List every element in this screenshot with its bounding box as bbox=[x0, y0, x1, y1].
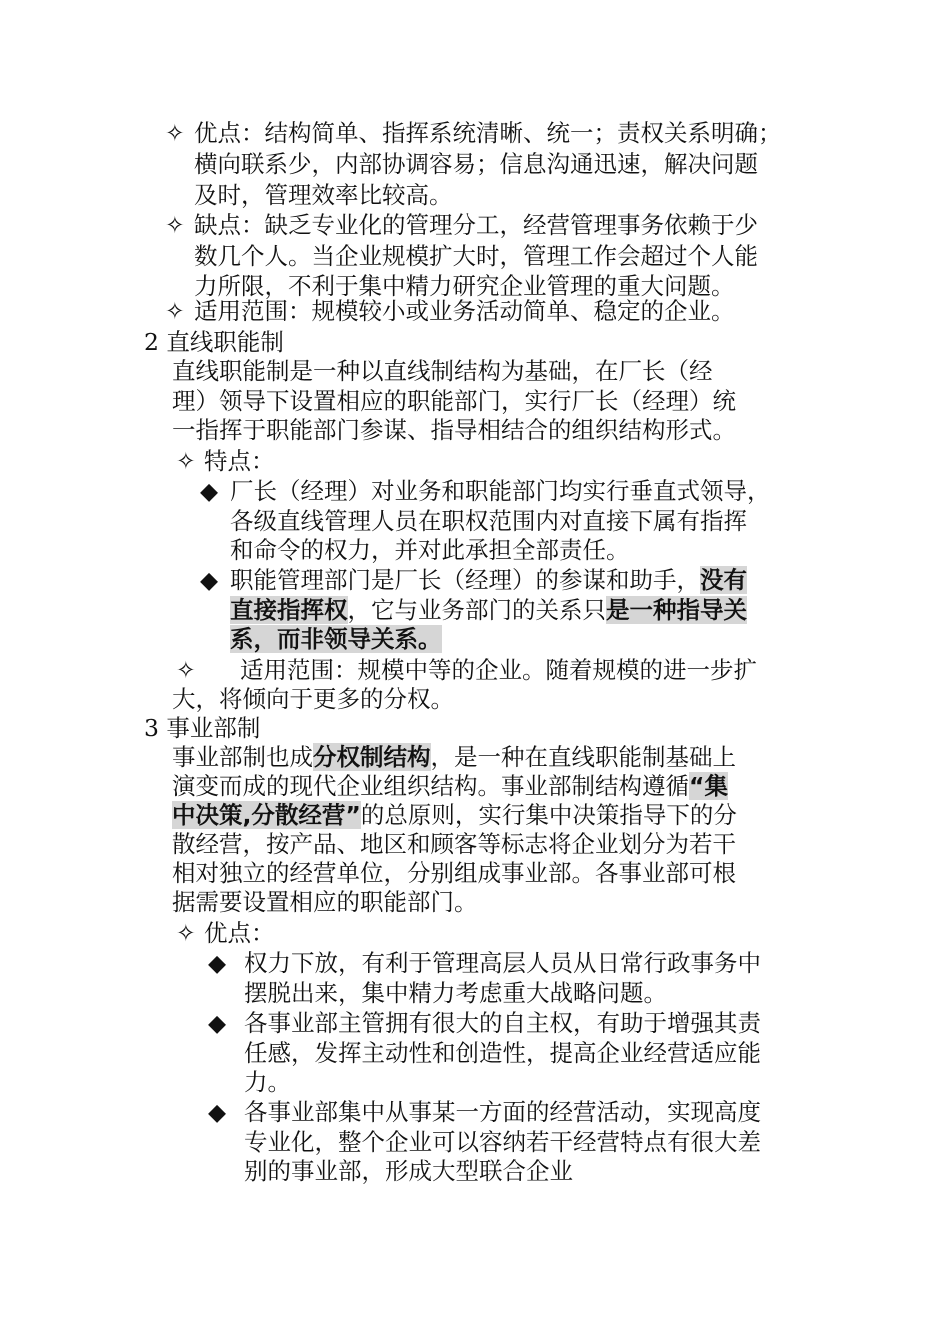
feature-line: 各级直线管理人员在职权范围内对直接下属有指挥 bbox=[230, 507, 747, 535]
feature-text: ，它与业务部门的关系只 bbox=[347, 596, 606, 624]
advantages-label: 优点： bbox=[204, 919, 275, 947]
diamond-bullet-icon: ◆ bbox=[208, 1098, 227, 1126]
feature-text: 职能管理部门是厂长（经理）的参谋和助手， bbox=[230, 566, 700, 594]
highlight: 是一种指导关 bbox=[606, 596, 747, 624]
advantage-line: 各事业部主管拥有很大的自主权，有助于增强其责 bbox=[244, 1009, 761, 1037]
intro-text: 事业部制也成 bbox=[172, 743, 313, 771]
feature-line: 和命令的权力，并对此承担全部责任。 bbox=[230, 536, 630, 564]
highlight: 系，而非领导关系。 bbox=[230, 625, 442, 653]
hollow-star-icon: ✧ bbox=[165, 211, 185, 239]
hollow-star-icon: ✧ bbox=[165, 297, 185, 325]
hollow-star-icon: ✧ bbox=[176, 656, 196, 684]
scope-line: 大，将倾向于更多的分权。 bbox=[172, 685, 454, 713]
disadvantages-line: 缺点：缺乏专业化的管理分工，经营管理事务依赖于少 bbox=[194, 211, 758, 239]
diamond-bullet-icon: ◆ bbox=[208, 1009, 227, 1037]
hollow-star-icon: ✧ bbox=[176, 447, 196, 475]
advantages-line: 横向联系少，内部协调容易；信息沟通迅速，解决问题 bbox=[194, 150, 758, 178]
diamond-bullet-icon: ◆ bbox=[200, 566, 219, 594]
diamond-bullet-icon: ◆ bbox=[200, 477, 219, 505]
intro-text: 演变而成的现代企业组织结构。事业部制结构遵循 bbox=[172, 772, 689, 800]
hollow-star-icon: ✧ bbox=[165, 119, 185, 147]
advantages-line: 优点：结构简单、指挥系统清晰、统一；责权关系明确； bbox=[194, 119, 782, 147]
highlight: 直接指挥权 bbox=[230, 596, 348, 624]
advantages-line: 及时，管理效率比较高。 bbox=[194, 181, 453, 209]
intro-line: 一指挥于职能部门参谋、指导相结合的组织结构形式。 bbox=[172, 416, 736, 444]
intro-line bbox=[172, 800, 737, 831]
advantage-line: 任感，发挥主动性和创造性，提高企业经营适应能 bbox=[244, 1039, 761, 1067]
intro-line: 相对独立的经营单位，分别组成事业部。各事业部可根 bbox=[172, 859, 736, 887]
intro-line: 直线职能制是一种以直线制结构为基础，在厂长（经 bbox=[172, 357, 713, 385]
highlight: “集 bbox=[689, 772, 728, 800]
feature-line bbox=[230, 624, 442, 655]
advantage-line: 专业化，整个企业可以容纳若干经营特点有很大差 bbox=[244, 1128, 761, 1156]
intro-text: 的总原则，实行集中决策指导下的分 bbox=[360, 801, 737, 829]
section-heading: 2 直线职能制 bbox=[144, 328, 284, 356]
advantage-line: 别的事业部，形成大型联合企业 bbox=[244, 1157, 573, 1185]
scope-line: 适用范围：规模中等的企业。随着规模的进一步扩 bbox=[240, 656, 757, 684]
disadvantages-line: 力所限，不利于集中精力研究企业管理的重大问题。 bbox=[194, 272, 735, 300]
scope-line: 适用范围：规模较小或业务活动简单、稳定的企业。 bbox=[194, 297, 735, 325]
feature-line: 厂长（经理）对业务和职能部门均实行垂直式领导， bbox=[230, 477, 771, 505]
intro-line: 据需要设置相应的职能部门。 bbox=[172, 888, 478, 916]
advantage-line: 摆脱出来，集中精力考虑重大战略问题。 bbox=[244, 979, 667, 1007]
feature-line bbox=[230, 595, 747, 626]
diamond-bullet-icon: ◆ bbox=[208, 949, 227, 977]
features-label: 特点： bbox=[204, 447, 275, 475]
highlight: 中决策,分散经营” bbox=[172, 801, 361, 829]
highlight: 分权制结构 bbox=[313, 743, 431, 771]
advantage-line: 力。 bbox=[244, 1068, 291, 1096]
intro-line: 理）领导下设置相应的职能部门，实行厂长（经理）统 bbox=[172, 387, 736, 415]
intro-line bbox=[172, 771, 728, 802]
hollow-star-icon: ✧ bbox=[176, 919, 196, 947]
section-heading: 3 事业部制 bbox=[144, 714, 261, 742]
advantage-line: 权力下放，有利于管理高层人员从日常行政事务中 bbox=[244, 949, 761, 977]
intro-text: ，是一种在直线职能制基础上 bbox=[430, 743, 736, 771]
intro-line bbox=[172, 742, 736, 773]
intro-line: 散经营，按产品、地区和顾客等标志将企业划分为若干 bbox=[172, 830, 736, 858]
highlight: 没有 bbox=[700, 566, 747, 594]
advantage-line: 各事业部集中从事某一方面的经营活动，实现高度 bbox=[244, 1098, 761, 1126]
disadvantages-line: 数几个人。当企业规模扩大时，管理工作会超过个人能 bbox=[194, 242, 758, 270]
feature-line bbox=[230, 565, 747, 596]
